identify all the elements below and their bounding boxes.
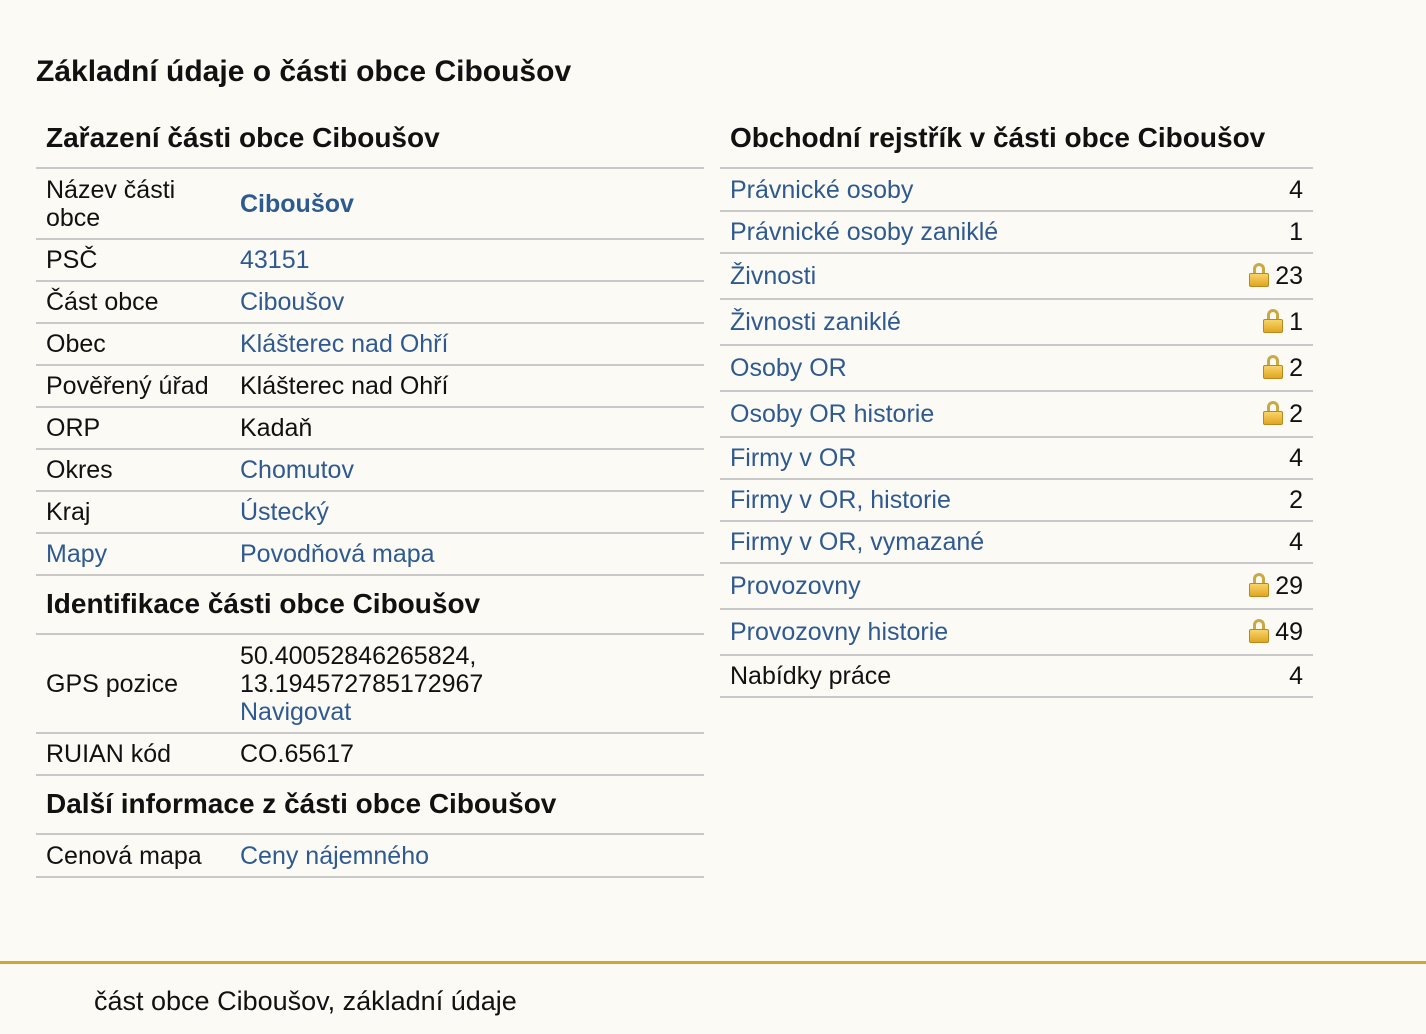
rejstrik-count: [1192, 521, 1313, 563]
row-value: Kadaň: [230, 407, 704, 449]
value-link[interactable]: Ústecký: [240, 498, 329, 526]
rejstrik-link[interactable]: Právnické osoby: [730, 175, 914, 204]
table-row: [36, 835, 704, 877]
page-title: Základní údaje o části obce Ciboušov: [36, 55, 572, 88]
rejstrik-label: [720, 211, 1192, 253]
identifikace-table: [36, 635, 704, 776]
count-value: 1: [1289, 308, 1303, 336]
rejstrik-count: [1192, 479, 1313, 521]
rejstrik-count: [1192, 655, 1313, 697]
zarazeni-table: [36, 169, 704, 576]
gps-coord-lat: 50.40052846265824,: [240, 641, 477, 670]
rejstrik-label: [720, 437, 1192, 479]
table-row: [36, 323, 704, 365]
table-row: [720, 437, 1313, 479]
gps-value: [230, 635, 704, 733]
rejstrik-count: [1192, 169, 1313, 211]
row-label: [36, 533, 230, 575]
rejstrik-link[interactable]: Provozovny: [730, 572, 861, 600]
row-value: [230, 169, 704, 239]
count-value: 2: [1289, 400, 1303, 428]
rejstrik-heading: Obchodní rejstřík v části obce Ciboušov: [720, 110, 1313, 169]
table-row: [36, 169, 704, 239]
row-value: [230, 323, 704, 365]
row-value: [230, 533, 704, 575]
rejstrik-link[interactable]: Provozovny historie: [730, 618, 949, 646]
gps-coord-lon: 13.194572785172967: [240, 669, 484, 698]
footer: [0, 961, 1426, 1034]
rejstrik-count: [1192, 211, 1313, 253]
table-row: [720, 655, 1313, 697]
count-value: 4: [1289, 662, 1303, 690]
rejstrik-count: [1192, 437, 1313, 479]
cenova-mapa-value: [230, 835, 704, 877]
value-link[interactable]: Klášterec nad Ohří: [240, 330, 449, 358]
table-row: [720, 563, 1313, 609]
lock-icon[interactable]: [1249, 619, 1269, 643]
count-value: 4: [1289, 175, 1303, 204]
ruian-value: CO.65617: [230, 733, 704, 775]
table-row: [36, 449, 704, 491]
lock-icon[interactable]: [1263, 401, 1283, 425]
rejstrik-count: [1192, 253, 1313, 299]
row-label: Obec: [36, 323, 230, 365]
rejstrik-label: [720, 345, 1192, 391]
gps-label: GPS pozice: [36, 635, 230, 733]
rejstrik-count: [1192, 391, 1313, 437]
row-value: [230, 449, 704, 491]
count-value: 4: [1289, 528, 1303, 556]
table-row: [36, 635, 704, 733]
rejstrik-label: [720, 299, 1192, 345]
rejstrik-label: [720, 169, 1192, 211]
table-row: [720, 479, 1313, 521]
table-row: [720, 345, 1313, 391]
table-row: [36, 533, 704, 575]
table-row: [720, 299, 1313, 345]
rejstrik-link[interactable]: Živnosti zaniklé: [730, 308, 901, 336]
rejstrik-link[interactable]: Firmy v OR: [730, 444, 857, 472]
rejstrik-label: [720, 609, 1192, 655]
row-value: [230, 491, 704, 533]
table-row: [720, 211, 1313, 253]
lock-icon[interactable]: [1249, 263, 1269, 287]
table-row: [36, 365, 704, 407]
rejstrik-label: [720, 391, 1192, 437]
rejstrik-count: [1192, 299, 1313, 345]
value-link[interactable]: Ciboušov: [240, 288, 345, 316]
table-row: [36, 733, 704, 775]
rejstrik-link[interactable]: Osoby OR historie: [730, 400, 935, 428]
rejstrik-label: [720, 521, 1192, 563]
count-value: 2: [1289, 486, 1303, 514]
rejstrik-label: [720, 563, 1192, 609]
rejstrik-label: [720, 253, 1192, 299]
zarazeni-heading: Zařazení části obce Ciboušov: [36, 110, 704, 169]
rejstrik-label: [720, 479, 1192, 521]
rejstrik-count: [1192, 345, 1313, 391]
mapy-link[interactable]: Mapy: [46, 540, 108, 568]
row-label: Pověřený úřad: [36, 365, 230, 407]
value-link[interactable]: Povodňová mapa: [240, 540, 435, 568]
rejstrik-link[interactable]: Osoby OR: [730, 354, 847, 382]
table-row: [36, 239, 704, 281]
count-value: 4: [1289, 444, 1303, 472]
rejstrik-link[interactable]: Živnosti: [730, 262, 817, 290]
row-label: PSČ: [36, 239, 230, 281]
lock-icon[interactable]: [1263, 309, 1283, 333]
table-row: [36, 281, 704, 323]
table-row: [720, 169, 1313, 211]
cenova-mapa-label: Cenová mapa: [36, 835, 230, 877]
identifikace-heading: Identifikace části obce Ciboušov: [36, 576, 704, 635]
table-row: [720, 609, 1313, 655]
value-link[interactable]: Ciboušov: [240, 189, 354, 218]
value-link[interactable]: 43151: [240, 246, 310, 274]
count-value: 49: [1275, 618, 1303, 646]
rejstrik-count: [1192, 563, 1313, 609]
row-label: Část obce: [36, 281, 230, 323]
count-value: 29: [1275, 572, 1303, 600]
row-label: Okres: [36, 449, 230, 491]
table-row: [36, 491, 704, 533]
ruian-label: RUIAN kód: [36, 733, 230, 775]
dalsi-table: [36, 835, 704, 878]
rejstrik-table: [720, 169, 1313, 698]
dalsi-heading: Další informace z části obce Ciboušov: [36, 776, 704, 835]
rejstrik-link[interactable]: Právnické osoby zaniklé: [730, 218, 999, 246]
row-value: [230, 281, 704, 323]
table-row: [720, 253, 1313, 299]
table-row: [720, 521, 1313, 563]
rejstrik-count: [1192, 609, 1313, 655]
navigate-link[interactable]: Navigovat: [240, 697, 352, 726]
lock-icon[interactable]: [1263, 355, 1283, 379]
rejstrik-label: Nabídky práce: [720, 655, 1192, 697]
row-value: [230, 239, 704, 281]
rejstrik-link[interactable]: Firmy v OR, historie: [730, 486, 951, 514]
lock-icon[interactable]: [1249, 573, 1269, 597]
count-value: 23: [1275, 262, 1303, 290]
footer-text: část obce Ciboušov, základní údaje: [94, 986, 517, 1016]
row-label: ORP: [36, 407, 230, 449]
right-column: [720, 110, 1313, 698]
table-row: [720, 391, 1313, 437]
table-row: [36, 407, 704, 449]
rejstrik-link[interactable]: Firmy v OR, vymazané: [730, 528, 985, 556]
ceny-najemneho-link[interactable]: Ceny nájemného: [240, 841, 430, 870]
row-value: Klášterec nad Ohří: [230, 365, 704, 407]
count-value: 2: [1289, 354, 1303, 382]
row-label: Kraj: [36, 491, 230, 533]
value-link[interactable]: Chomutov: [240, 456, 354, 484]
row-label: Název části obce: [36, 169, 230, 239]
count-value: 1: [1289, 218, 1303, 246]
left-column: [36, 110, 704, 878]
